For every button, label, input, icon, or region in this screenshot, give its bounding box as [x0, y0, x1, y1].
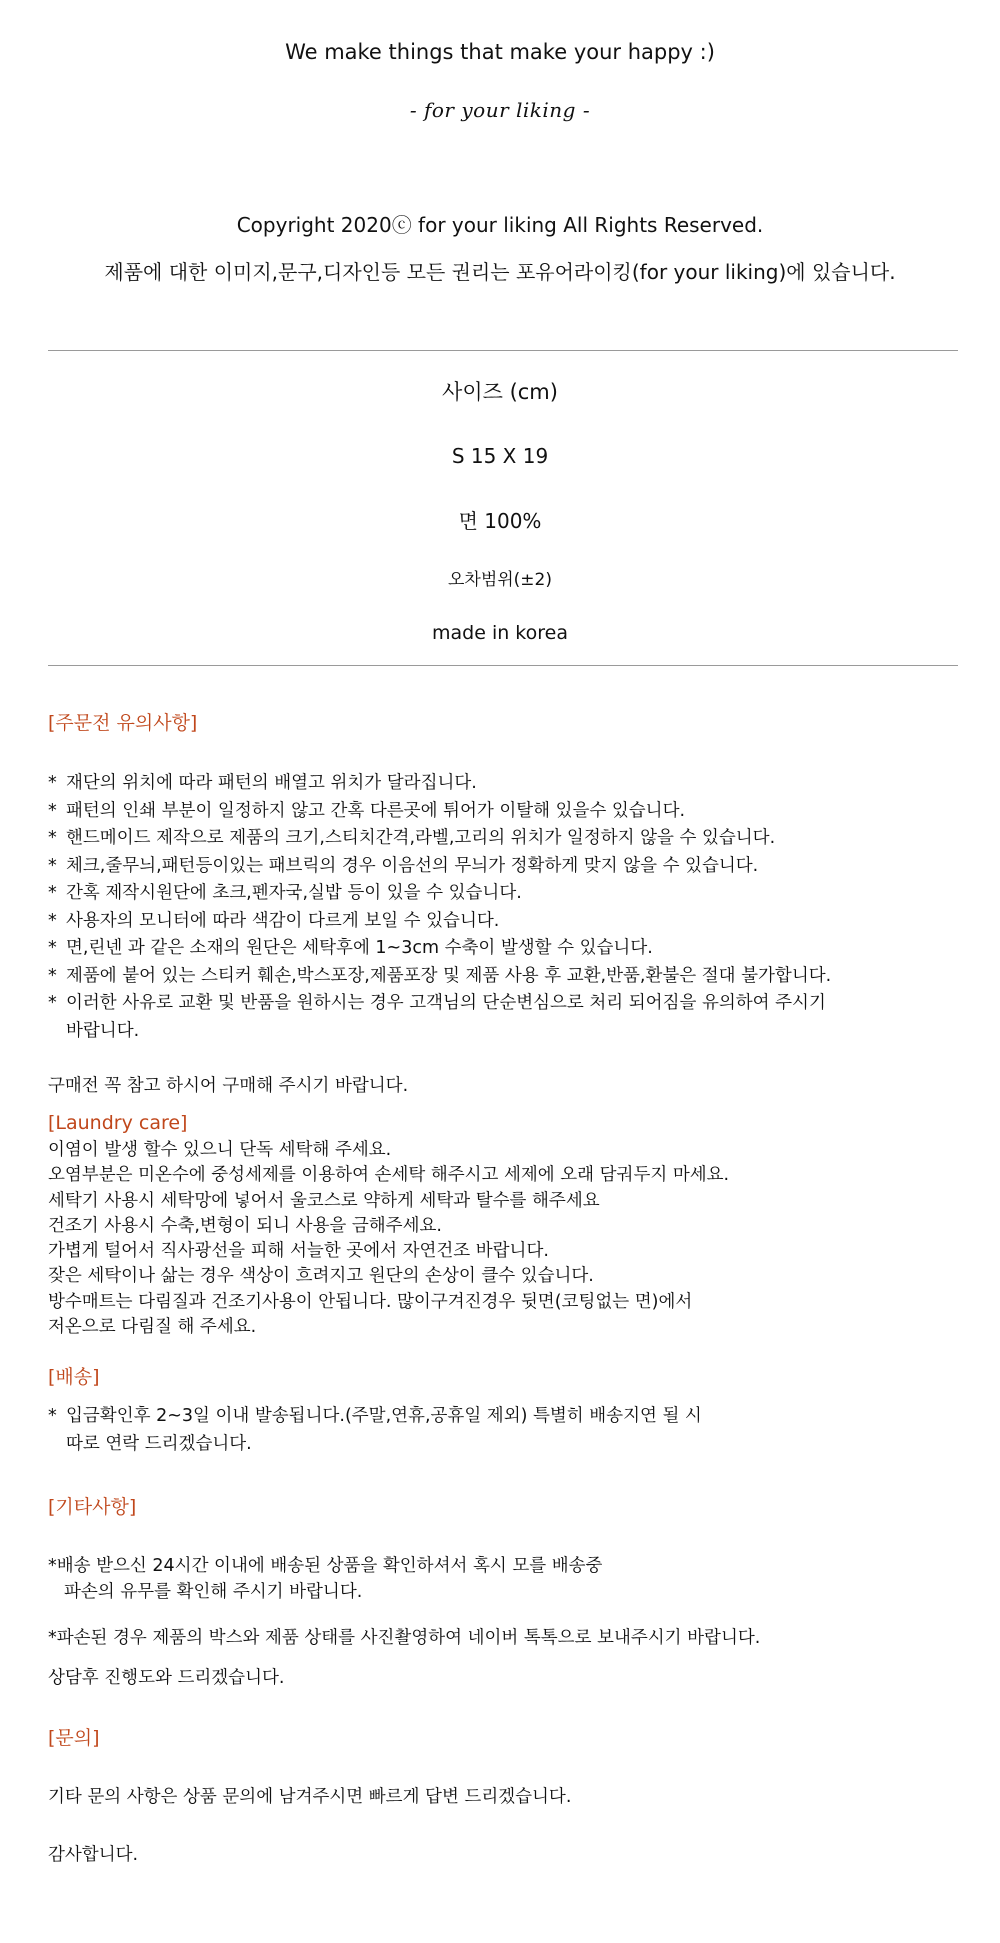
bullet-star-icon: *	[48, 855, 57, 876]
list-item: 세탁기 사용시 세탁망에 넣어서 울코스로 약하게 세탁과 탈수를 해주세요	[48, 1190, 600, 1211]
bullet-star-icon: *	[48, 800, 57, 821]
laundry-heading: [Laundry care]	[48, 1112, 188, 1134]
bullet-star-icon: *	[48, 965, 57, 986]
list-item: * 면,린넨 과 같은 소재의 원단은 세탁후에 1~3cm 수축이 발생할 수 있습니다.	[48, 935, 831, 963]
bullet-star-icon: *	[48, 938, 57, 958]
list-item: * 입금확인후 2~3일 이내 발송됩니다.(주말,연휴,공휴일 제외) 특별히 배송지연 될 시 따로 연락 드리겠습니다.	[48, 1403, 702, 1458]
list-item: 저온으로 다림질 해 주세요.	[48, 1317, 257, 1338]
origin-value: made in korea	[432, 622, 568, 644]
list-item: * 패턴의 인쇄 부분이 일정하지 않고 간혹 다른곳에 튀어가 이탈해 있을수 있습니다.	[48, 798, 831, 826]
size-value: S 15 X 19	[451, 444, 549, 468]
list-item: * 사용자의 모니터에 따라 색감이 다르게 보일 수 있습니다.	[48, 908, 831, 936]
list-item: * 제품에 붙어 있는 스티커 훼손,박스포장,제품포장 및 제품 사용 후 교환,반품,환불은 절대 불가합니다.	[48, 963, 831, 991]
bullet-star-icon: *	[48, 773, 57, 793]
inquiry-text: 기타 문의 사항은 상품 문의에 남겨주시면 빠르게 답변 드리겠습니다.	[48, 1787, 572, 1807]
caution-closing: 구매전 꼭 참고 하시어 구매해 주시기 바랍니다.	[48, 1076, 409, 1096]
list-item: 건조기 사용시 수축,변형이 되니 사용을 금해주세요.	[48, 1215, 442, 1236]
list-item: 가볍게 털어서 직사광선을 피해 서늘한 곳에서 자연건조 바랍니다.	[48, 1241, 549, 1262]
list-item: * 체크,줄무늬,패턴등이있는 패브릭의 경우 이음선의 무늬가 정확하게 맞지 않을 수 있습니다.	[48, 853, 831, 881]
shipping-heading: [배송]	[48, 1366, 100, 1388]
bullet-star-icon: *	[48, 910, 57, 931]
bullet-star-icon: *	[48, 828, 57, 848]
brand-name: - for your liking -	[409, 98, 591, 122]
bullet-star-icon: *	[48, 993, 57, 1013]
bullet-star-icon: *	[48, 1406, 57, 1426]
copyright-notice: Copyright 2020ⓒ for your liking All Rights Reserved.	[236, 213, 764, 237]
tolerance-value: 오차범위(±2)	[447, 570, 552, 590]
material-value: 면 100%	[458, 509, 542, 533]
list-item: * 간혹 제작시원단에 초크,펜자국,실밥 등이 있을 수 있습니다.	[48, 880, 831, 908]
laundry-list	[48, 1138, 729, 1340]
list-item: 잦은 세탁이나 삶는 경우 색상이 흐려지고 원단의 손상이 클수 있습니다.	[48, 1266, 594, 1287]
list-item: * 핸드메이드 제작으로 제품의 크기,스티치간격,라벨,고리의 위치가 일정하지 않을 수 있습니다.	[48, 825, 831, 853]
size-title: 사이즈 (cm)	[442, 380, 558, 404]
rights-notice: 제품에 대한 이미지,문구,디자인등 모든 권리는 포유어라이킹(for your liking)에 있습니다.	[104, 260, 896, 284]
thanks-text: 감사합니다.	[48, 1845, 139, 1865]
list-item: 방수매트는 다림질과 건조기사용이 안됩니다. 많이구겨진경우 뒷면(코팅없는 면)에서	[48, 1291, 693, 1312]
list-item: * 재단의 위치에 따라 패턴의 배열고 위치가 달라집니다.	[48, 770, 831, 798]
caution-list	[48, 770, 831, 1045]
inquiry-heading: [문의]	[48, 1727, 100, 1749]
list-item: 이염이 발생 할수 있으니 단독 세탁해 주세요.	[48, 1140, 392, 1160]
caution-heading: [주문전 유의사항]	[48, 712, 198, 734]
bullet-star-icon: *	[48, 883, 57, 903]
etc-item-3: 상담후 진행도와 드리겠습니다.	[48, 1668, 285, 1688]
tagline: We make things that make your happy :)	[285, 40, 715, 64]
shipping-list	[48, 1403, 702, 1458]
divider-bottom	[48, 665, 958, 666]
etc-item-2: *파손된 경우 제품의 박스와 제품 상태를 사진촬영하여 네이버 톡톡으로 보내주시기 바랍니다.	[48, 1628, 761, 1648]
list-item: * 이러한 사유로 교환 및 반품을 원하시는 경우 고객님의 단순변심으로 처리 되어짐을 유의하여 주시기 바랍니다.	[48, 990, 831, 1045]
etc-heading: [기타사항]	[48, 1496, 137, 1518]
etc-item-1-line-1: *배송 받으신 24시간 이내에 배송된 상품을 확인하셔서 혹시 모를 배송중	[48, 1556, 603, 1576]
etc-item-1-line-2: 파손의 유무를 확인해 주시기 바랍니다.	[64, 1582, 363, 1602]
divider-top	[48, 350, 958, 351]
list-item: 오염부분은 미온수에 중성세제를 이용하여 손세탁 해주시고 세제에 오래 담궈두지 마세요.	[48, 1165, 730, 1186]
